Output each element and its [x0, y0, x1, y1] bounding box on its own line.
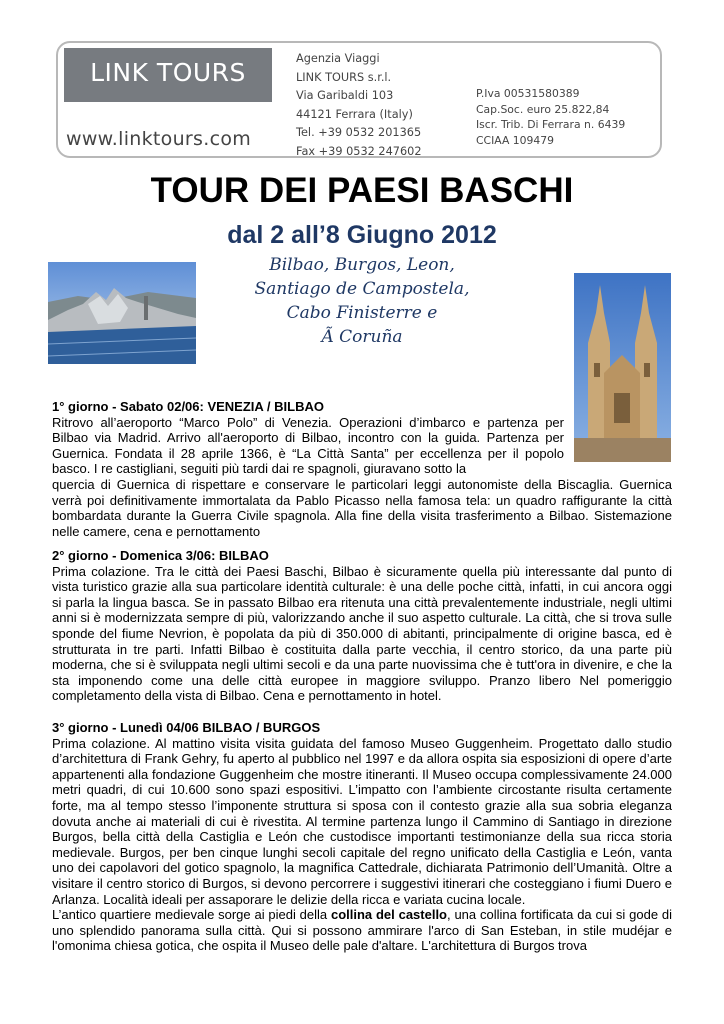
tour-dates: dal 2 all’8 Giugno 2012	[227, 221, 497, 249]
destination-line: Cabo Finisterre e	[286, 303, 438, 323]
day-1-text-wide: quercia di Guernica di rispettare e conservare le particolari leggi autonomiste della Biscaglia. Guernica verrà poi definitivamente immortalata da Pablo Picasso nella famosa tela: un quadro raffigurante la città bombardata durante la Guerra Civile spagnola. Alla fine della visita trasferimento a Bilbao. Sistemazione nelle camere, cena e pernottamento	[52, 476, 672, 539]
destination-line: Ã Coruña	[321, 327, 403, 347]
fiscal-line: Cap.Soc. euro 25.822,84	[476, 102, 610, 116]
day-1-text-narrow: Ritrovo all’aeroporto “Marco Polo” di Venezia. Operazioni d’imbarco e partenza per Bilbao via Madrid. Arrivo all'aeroporto di Bilbao, incontro con la guida. Partenza per Guernica. Fondata il 28 aprile 1366, è “La Città Santa” per eccellenza per il popolo basco. I re castigliani, seguiti più tardi dai re spagnoli, giuravano sotto la	[52, 414, 564, 477]
address-line: Via Garibaldi 103	[296, 89, 394, 102]
fiscal-info	[476, 86, 625, 148]
address-line: Tel. +39 0532 201365	[296, 126, 422, 139]
destinations-list	[200, 253, 524, 349]
day-3-heading: 3° giorno - Lunedì 04/06 BILBAO / BURGOS	[52, 720, 321, 735]
castle-hill-highlight: collina del castello	[330, 907, 448, 923]
day-3-text-2-start: L’antico quartiere medievale sorge ai piedi della	[52, 907, 331, 923]
destination-line: Santiago de Campostela,	[254, 279, 470, 299]
logo-text: LINK TOURS	[90, 58, 246, 87]
destination-line: Bilbao, Burgos, Leon,	[269, 255, 455, 275]
day-3-text: Prima colazione. Al mattino visita visita guidata del famoso Museo Guggenheim. Progettato dallo studio d’architettura di Frank Gehry, fu aperto al pubblico nel 1997 e da allora ospita sia esposizioni di opere d’arte appartenenti alla fondazione Guggenheim che mostre itineranti. Il Museo occupa complessivamente 24.000 metri quadri, di cui 10.600 sono spazi espositivi. L’impatto con l’ambiente circostante risulta certamente forte, ma al tempo stesso l’imponente struttura si sposa con il contesto grazie alla sua sobria eleganza dovuta anche ai materiali di cui è rivestita. Al termine partenza lungo il Cammino di Santiago in direzione Burgos, bella città della Castiglia e León che custodisce importanti testimonianze della sua ricca storia medievale. Burgos, per ben cinque lunghi secoli capitale del regno unificato della Castiglia e León, vanta uno dei capolavori del gotico spagnolo, la magnifica Cattedrale, dichiarata Patrimonio dell’Umanità. Oltre a visitare il centro storico di Burgos, si devono percorrere i suggestivi itinerari che costeggiano i fiumi Duero e Arlanza. Località ideali per assaporare le delizie della ricca e variata cucina locale.	[52, 735, 672, 907]
address-line: Agenzia Viaggi	[296, 52, 380, 65]
day-3-section	[52, 720, 672, 954]
fiscal-line: Iscr. Trib. Di Ferrara n. 6439	[476, 118, 626, 131]
day-2-text: Prima colazione. Tra le città dei Paesi Baschi, Bilbao è sicuramente quella più interessante dal punto di vista turistico grazie alla sua particolare identità culturale: è una delle poche città, infatti, in cui ancora oggi si parla la lingua basca. Se in passato Bilbao era ritenuta una città prevalentemente industriale, negli ultimi anni si è modernizzata sempre di più, valorizzando anche il suo aspetto culturale. La città, che si trova sulle sponde del fiume Nevrion, è popolata da più di 350.000 di abitanti, principalmente di origine basca, ed è strutturata in tre parti. Infatti Bilbao è costituita dalla parte vecchia, il centro storico, da una parte più moderna, che si è sviluppata negli ultimi secoli e da una parte nuovissima che è tutt'ora in divenire, e che la sta imponendo come una delle città europee in maggiore sviluppo. Pranzo libero Nel pomeriggio completamento della vista di Bilbao. Cena e pernottamento in hotel.	[52, 563, 672, 704]
address-line: Fax +39 0532 247602	[296, 144, 422, 158]
fiscal-line: P.Iva 00531580389	[476, 87, 580, 100]
day-1-section	[52, 399, 672, 539]
day-2-section	[52, 548, 672, 704]
website-url: www.linktours.com	[66, 128, 252, 150]
tour-title: TOUR DEI PAESI BASCHI	[150, 171, 574, 210]
address-line: 44121 Ferrara (Italy)	[296, 107, 413, 121]
company-logo	[64, 48, 272, 102]
fiscal-line: CCIAA 109479	[476, 133, 554, 147]
day-3-text-2	[52, 907, 672, 954]
address-line: LINK TOURS s.r.l.	[296, 70, 392, 84]
day-1-heading: 1° giorno - Sabato 02/06: VENEZIA / BILBAO	[52, 399, 324, 414]
guggenheim-photo	[48, 262, 196, 364]
day-3-text-2-end: , una collina fortificata da cui si gode di uno splendido panorama sulla città. Qui si possono ammirare l'arco di San Esteban, in stile mudéjar e l'omonima chiesa gotica, che ospita il Museo delle pale d'altare. L'architettura di Burgos trova	[52, 907, 672, 954]
agency-address	[296, 50, 422, 161]
day-2-heading: 2° giorno - Domenica 3/06: BILBAO	[52, 548, 269, 563]
